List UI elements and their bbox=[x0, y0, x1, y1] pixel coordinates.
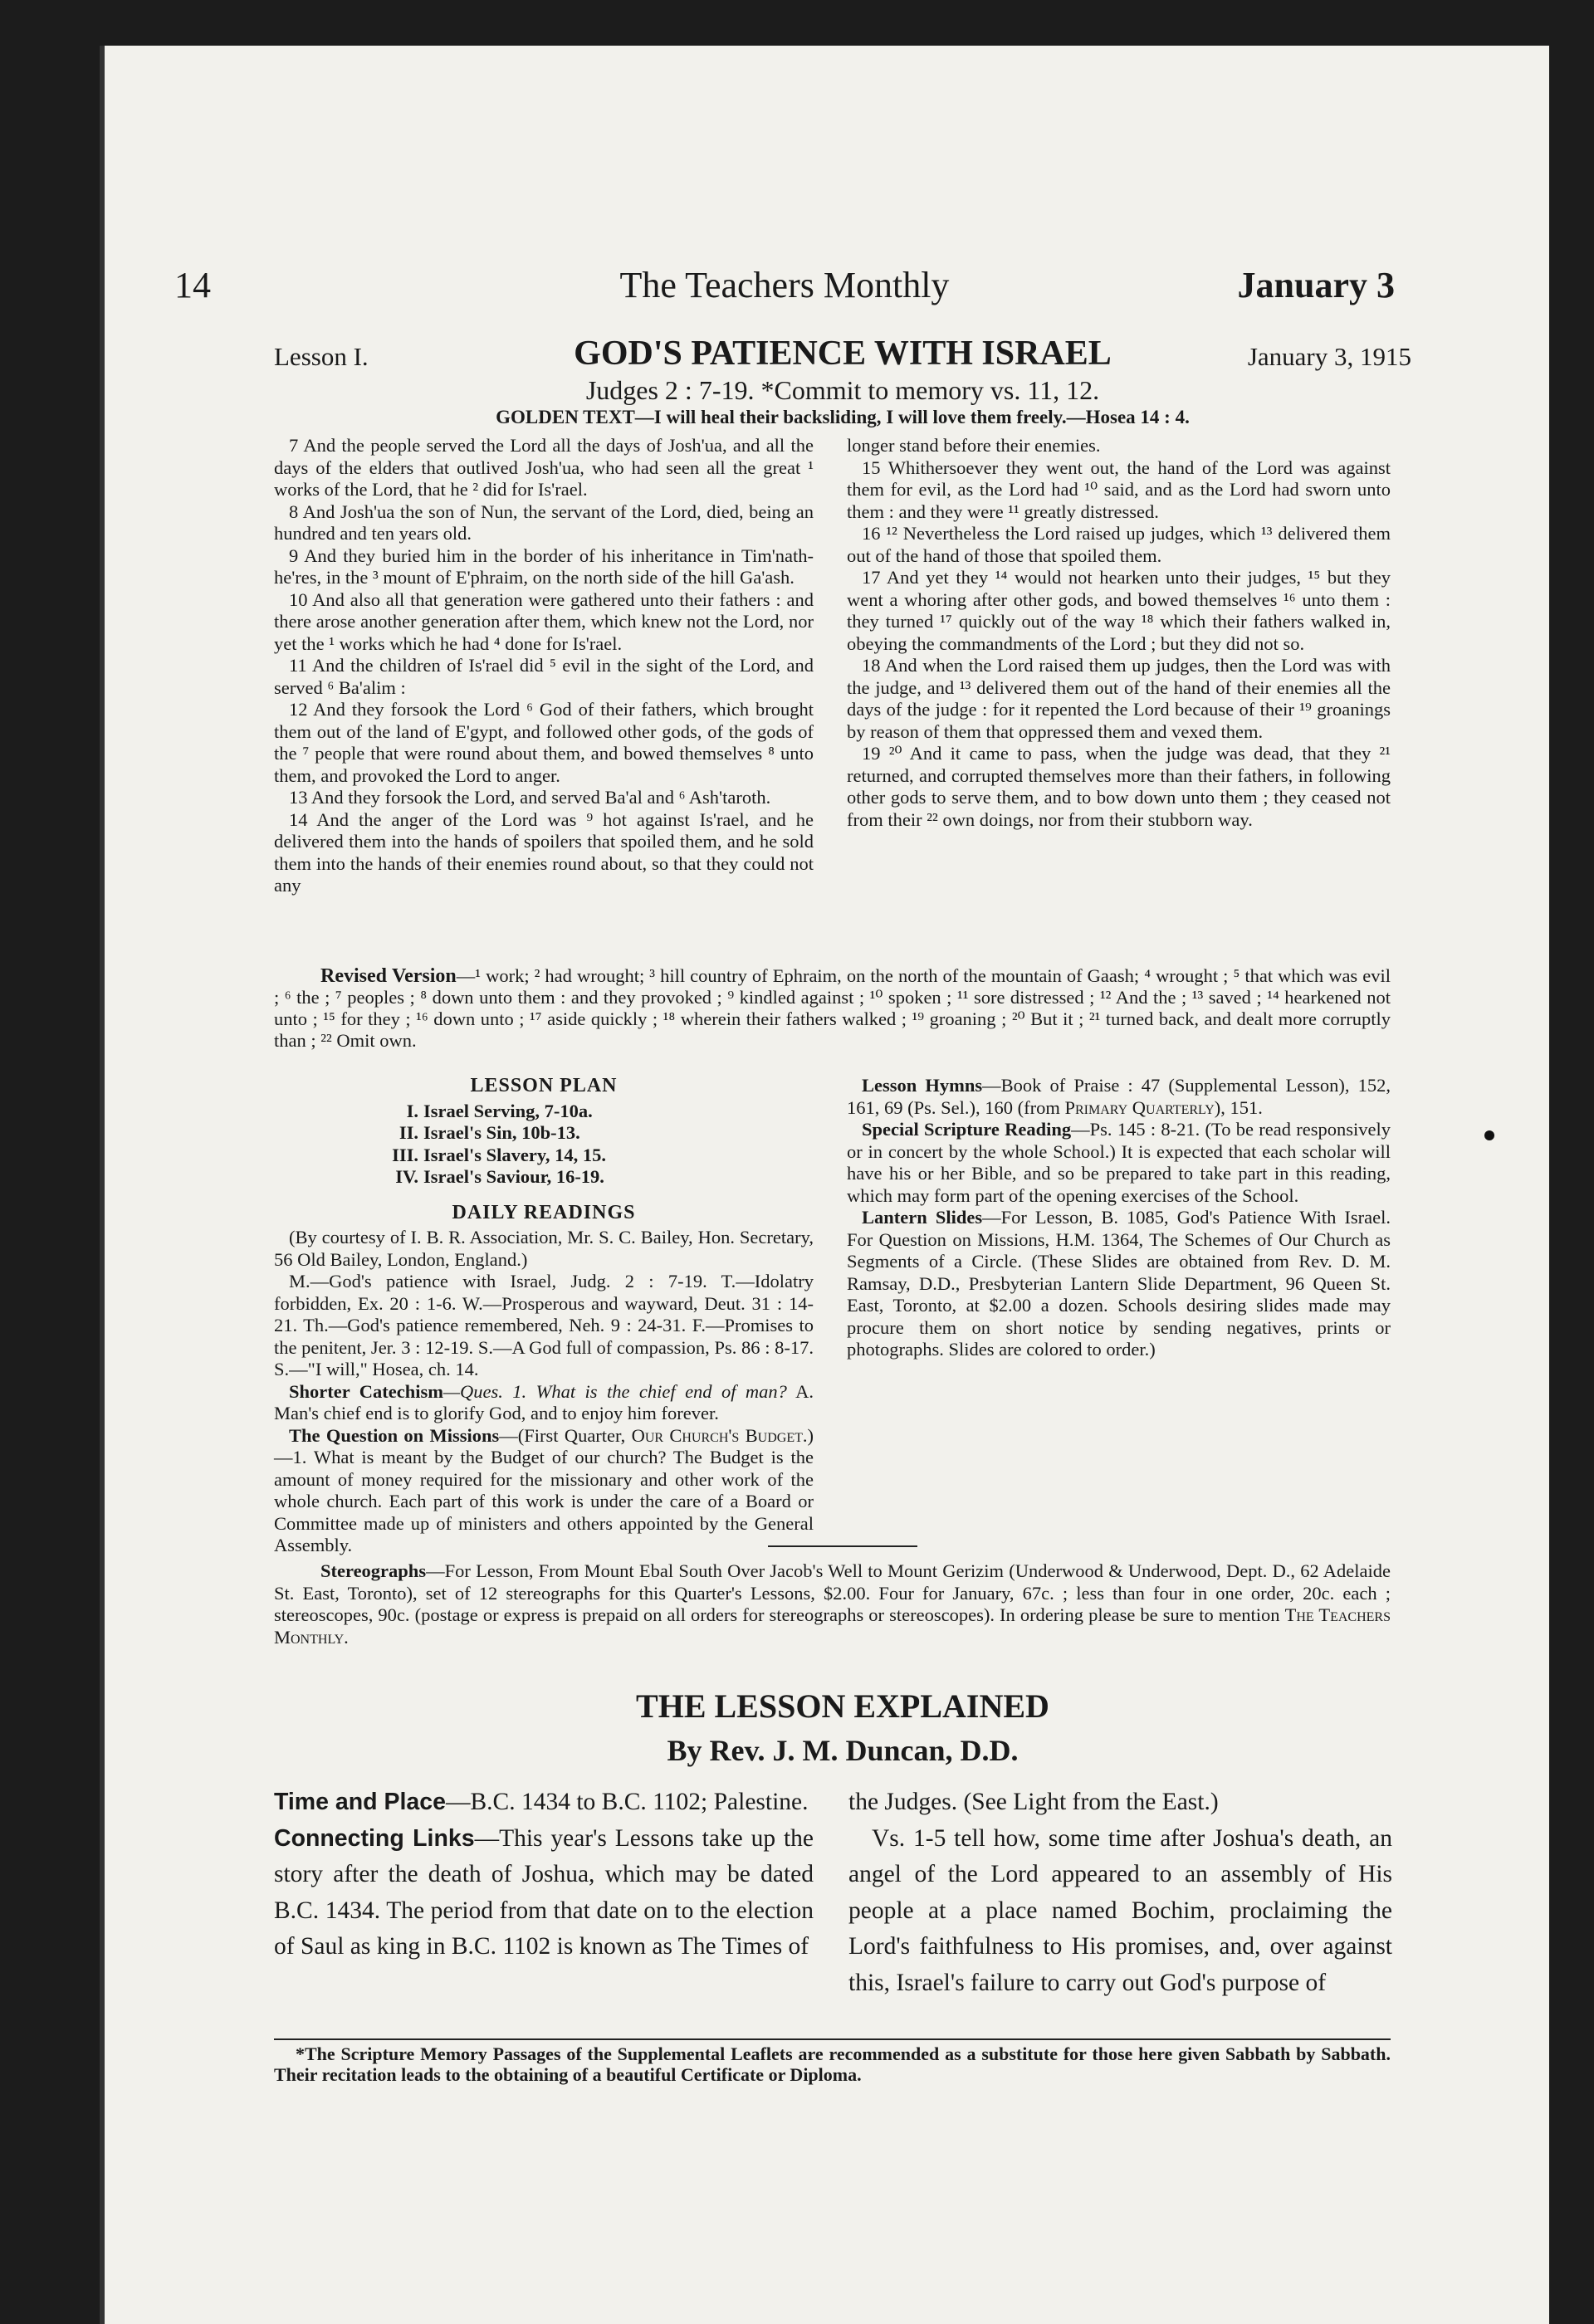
daily-readings-courtesy: (By courtesy of I. B. R. Association, Mr. S. C. Bailey, Hon. Secretary, 56 Old Bailey, London, England.) bbox=[274, 1227, 814, 1270]
passage-left-column bbox=[274, 435, 814, 897]
verse: 19 ²⁰ And it came to pass, when the judge was dead, that they ²¹ returned, and corrupted themselves more than their fathers, in following other gods to serve them, and to bow down unto them ; they ceased not from their ²² own doings, nor from their stubborn way. bbox=[847, 743, 1391, 830]
stereographs: Stereographs—For Lesson, From Mount Ebal South Over Jacob's Well to Mount Gerizim (Underwood & Underwood, Dept. D., 62 Adelaide St. East, Toronto), set of 12 stereographs for this Quarter's Lessons, $2.00. Four for January, 67c. ; less than four in one order, 20c. each ; stereoscopes, 90c. (postage or express is prepaid on all orders for stereographs or stereoscopes). In ordering please be sure to mention The Teachers Monthly. bbox=[274, 1560, 1391, 1648]
header-date: January 3 bbox=[1237, 265, 1395, 305]
revised-version bbox=[274, 965, 1391, 1052]
lesson-plan-item: IV. Israel's Saviour, 16-19. bbox=[395, 1166, 604, 1187]
lesson-notes-right bbox=[847, 1075, 1391, 1361]
daily-readings-text: M.—God's patience with Israel, Judg. 2 : 7-19. T.—Idolatry forbidden, Ex. 20 : 1-6. W.—Prosperous and wayward, Deut. 31 : 14-21. Th.—God's patience remembered, Neh. 9 : 24-31. F.—Promises to the penitent, Jer. 3 : 12-19. S.—A God full of compassion, Ps. 86 : 8-17. S.—"I will," Hosea, ch. 14. bbox=[274, 1271, 814, 1379]
time-and-place: Time and Place—B.C. 1434 to B.C. 1102; Palestine. bbox=[274, 1789, 809, 1815]
lesson-plan-item: I. Israel Serving, 7-10a. bbox=[406, 1100, 593, 1121]
page-number: 14 bbox=[174, 265, 211, 305]
special-scripture-reading: Special Scripture Reading—Ps. 145 : 8-21. (To be read responsively or in concert by the whole School.) It is expected that each scholar will have his or her Bible, and so be prepared to take part in this reading, which may form part of the opening exercises of the School. bbox=[847, 1119, 1391, 1206]
lantern-slides: Lantern Slides—For Lesson, B. 1085, God's Patience With Israel. For Question on Missions, H.M. 1364, The Schemes of Our Church as Segments of a Circle. (These Slides are obtained from Rev. D. M. Ramsay, D.D., Presbyterian Lantern Slide Department, 96 Queen St. East, Toronto, at $2.00 a dozen. Schools desiring slides made may procure them on short notice by sending negatives, prints or photographs. Slides are colored to order.) bbox=[847, 1207, 1391, 1360]
daily-readings-heading: DAILY READINGS bbox=[452, 1201, 636, 1223]
lesson-label: Lesson I. bbox=[274, 342, 369, 371]
journal-title: The Teachers Monthly bbox=[619, 265, 950, 305]
explanation-paragraph: Vs. 1-5 tell how, some time after Joshua's death, an angel of the Lord appeared to an assembly of His people at a place named Bochim, proclaiming the Lord's faithfulness to His promises, and, over against this, Israel's failure to carry out God's purpose of bbox=[848, 1824, 1392, 1996]
footnote: *The Scripture Memory Passages of the Supplemental Leaflets are recommended as a substitute for those here given Sabbath by Sabbath. Their recitation leads to the obtaining of a beautiful Certificate or Diploma. bbox=[274, 2043, 1391, 2085]
verse: 12 And they forsook the Lord ⁶ God of their fathers, which brought them out of the land of E'gypt, and followed other gods, of the gods of the ⁷ people that were round about them, and bowed themselves ⁸ unto them, and provoked the Lord to anger. bbox=[274, 699, 814, 786]
lesson-notes-left bbox=[274, 1075, 814, 1557]
verse: 8 And Josh'ua the son of Nun, the servant of the Lord, died, being an hundred and ten years old. bbox=[274, 500, 814, 544]
explanation-left-column bbox=[274, 1784, 814, 1965]
explanation-right-column bbox=[848, 1784, 1392, 2001]
scripture-reference: Judges 2 : 7-19. *Commit to memory vs. 11, 12. bbox=[585, 375, 1100, 405]
verse: 11 And the children of Is'rael did ⁵ evil in the sight of the Lord, and served ⁶ Ba'alim : bbox=[274, 655, 814, 698]
verse: 15 Whithersoever they went out, the hand of the Lord was against them for evil, as the Lord had ¹⁰ said, and as the Lord had sworn unto them : and they were ¹¹ greatly distressed. bbox=[847, 456, 1391, 522]
verse: 9 And they buried him in the border of his inheritance in Tim'nath-he'res, in the ³ mount of E'phraim, on the north side of the hill Ga'ash. bbox=[274, 544, 814, 588]
verse: 13 And they forsook the Lord, and served Ba'al and ⁶ Ash'taroth. bbox=[289, 787, 771, 808]
lesson-date: January 3, 1915 bbox=[1247, 342, 1411, 371]
shorter-catechism: Shorter Catechism—Ques. 1. What is the chief end of man? A. Man's chief end is to glorify God, and to enjoy him forever. bbox=[274, 1380, 814, 1423]
question-on-missions: The Question on Missions—(First Quarter, Our Church's Budget.)—1. What is meant by the Budget of our church? The Budget is the amount of money required for the missionary and other work of the whole church. Each part of this work is under the care of a Board or Committee made up of ministers and others appointed by the General Assembly. bbox=[274, 1424, 814, 1555]
verse: 10 And also all that generation were gathered unto their fathers : and there arose another generation after them, which knew not the Lord, nor yet the ¹ works which he had ⁴ done for Is'rael. bbox=[274, 588, 814, 654]
section-title: THE LESSON EXPLAINED bbox=[636, 1687, 1049, 1725]
explanation-paragraph: the Judges. (See Light from the East.) bbox=[848, 1789, 1219, 1815]
lesson-title: GOD'S PATIENCE WITH ISRAEL bbox=[574, 334, 1112, 373]
running-header bbox=[174, 264, 1395, 314]
lesson-hymns: Lesson Hymns—Book of Praise : 47 (Supplemental Lesson), 152, 161, 69 (Ps. Sel.), 160 (from Primary Quarterly), 151. bbox=[847, 1075, 1391, 1118]
section-divider bbox=[768, 1545, 917, 1547]
footnote-rule bbox=[274, 2038, 1391, 2040]
lesson-plan-item: III. Israel's Slavery, 14, 15. bbox=[392, 1144, 606, 1165]
lesson-heading bbox=[274, 334, 1411, 375]
passage-right-column bbox=[847, 435, 1391, 831]
connecting-links: Connecting Links—This year's Lessons take up the story after the death of Joshua, which may be dated B.C. 1434. The period from that date on to the election of Saul as king in B.C. 1102 is known as The Times of bbox=[274, 1824, 814, 1960]
verse: 18 And when the Lord raised them up judges, then the Lord was with the judge, and ¹³ delivered them out of the hand of their enemies all the days of the judge : for it repented the Lord because of their ¹⁹ groanings by reason of them that oppressed them and vexed them. bbox=[847, 655, 1391, 742]
verse: 16 ¹² Nevertheless the Lord raised up judges, which ¹³ delivered them out of the hand of those that spoiled them. bbox=[847, 523, 1391, 566]
lesson-plan-heading: LESSON PLAN bbox=[470, 1075, 618, 1096]
verse: 14 And the anger of the Lord was ⁹ hot against Is'rael, and he delivered them into the hands of spoilers that spoiled them, and he sold them into the hands of their enemies round about, so that they could not any bbox=[274, 808, 814, 896]
verse: longer stand before their enemies. bbox=[847, 435, 1101, 456]
author-byline: By Rev. J. M. Duncan, D.D. bbox=[667, 1734, 1019, 1767]
ink-mark bbox=[1484, 1130, 1494, 1140]
verse: 7 And the people served the Lord all the days of Josh'ua, and all the days of the elders that outlived Josh'ua, who had seen all the great ¹ works of the Lord, that he ² did for Is'rael. bbox=[274, 435, 814, 500]
lesson-plan-item: II. Israel's Sin, 10b-13. bbox=[398, 1122, 580, 1143]
verse: 17 And yet they ¹⁴ would not hearken unto their judges, ¹⁵ but they went a whoring after other gods, and bowed themselves ¹⁶ unto them : they turned ¹⁷ quickly out of the way ¹⁸ which their fathers walked in, obeying the commandments of the Lord ; but they did not so. bbox=[847, 567, 1391, 654]
revised-version-text: —¹ work; ² had wrought; ³ hill country of Ephraim, on the north of the mountain of Gaash; ⁴ wrought ; ⁵ that which was evil ; ⁶ the ; ⁷ peoples ; ⁸ down unto them : and they provoked ; ⁹ kindled against ; ¹⁰ spoken ; ¹¹ sore distressed ; ¹² And the ; ¹³ saved ; ¹⁴ hearkened not unto ; ¹⁵ for they ; ¹⁶ down unto ; ¹⁷ aside quickly ; ¹⁸ wherein their fathers walked ; ¹⁹ groaning ; ²⁰ But it ; ²¹ turned back, and dealt more corruptly than ; ²² Omit own. bbox=[274, 965, 1391, 1051]
golden-text: GOLDEN TEXT—I will heal their backsliding, I will love them freely.—Hosea 14 : 4. bbox=[496, 407, 1190, 427]
revised-version-label: Revised Version bbox=[320, 965, 457, 987]
lesson-plan-list bbox=[274, 1101, 814, 1189]
